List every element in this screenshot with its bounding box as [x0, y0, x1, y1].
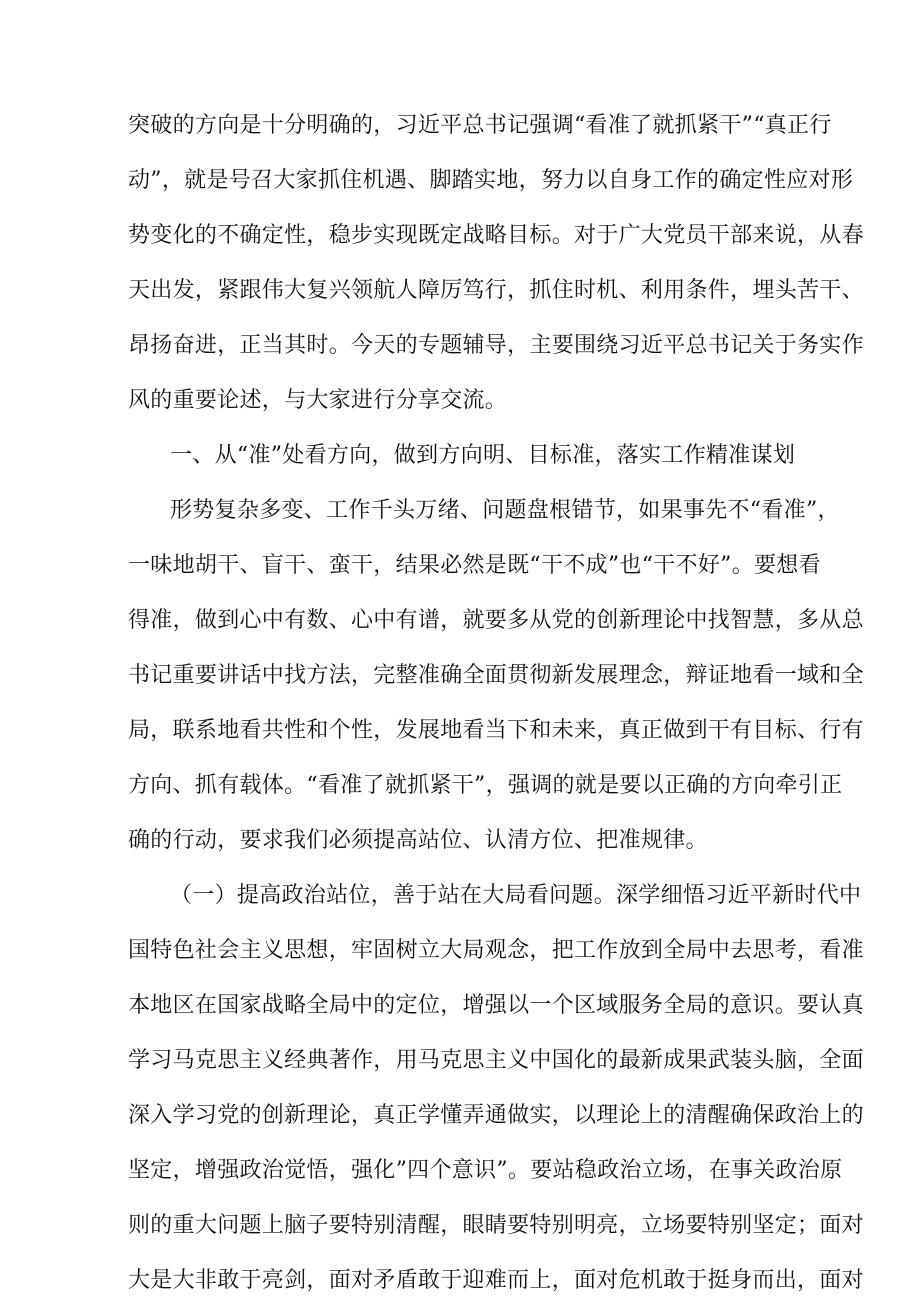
text-line: （一）提高政治站位，善于站在大局看问题。深学细悟习近平新时代中 [170, 883, 862, 908]
text-line: 国特色社会主义思想，牢固树立大局观念，把工作放到全局中去思考，看准 [128, 938, 864, 963]
text-line: 得准，做到心中有数、心中有谱，就要多从党的创新理论中找智慧，多从总 [128, 608, 864, 633]
text-line: 大是大非敢于亮剑，面对矛盾敢于迎难而上，面对危机敢于挺身而出，面对 [128, 1268, 864, 1293]
text-line: 坚定，增强政治觉悟，强化”四个意识”。要站稳政治立场，在事关政治原 [128, 1158, 843, 1183]
text-line: 局，联系地看共性和个性，发展地看当下和未来，真正做到干有目标、行有 [128, 718, 864, 743]
text-line: 天出发，紧跟伟大复兴领航人障厉笃行，抓住时机、利用条件，埋头苦干、 [128, 278, 864, 303]
text-line: 突破的方向是十分明确的，习近平总书记强调“看准了就抓紧干”“真正行 [128, 113, 832, 138]
section-heading: 一、从“准”处看方向，做到方向明、目标准，落实工作精准谋划 [170, 443, 796, 468]
text-line: 深入学习党的创新理论，真正学懂弄通做实，以理论上的清醒确保政治上的 [128, 1103, 864, 1128]
text-line: 动”，就是号召大家抓住机遇、脚踏实地，努力以自身工作的确定性应对形 [128, 168, 854, 193]
text-line: 学习马克思主义经典著作，用马克思主义中国化的最新成果武装头脑，全面 [128, 1048, 864, 1073]
text-line: 方向、抓有载体。“看准了就抓紧干”，强调的就是要以正确的方向牵引正 [128, 773, 843, 798]
text-line: 书记重要讲话中找方法，完整准确全面贯彻新发展理念，辩证地看一域和全 [128, 663, 864, 688]
text-line: 一味地胡干、盲干、蛮干，结果必然是既“干不成”也“干不好”。要想看 [128, 553, 821, 578]
text-line: 形势复杂多变、工作千头万绪、问题盘根错节，如果事先不“看准”， [170, 498, 840, 523]
text-line: 则的重大问题上脑子要特别清醒，眼睛要特别明亮，立场要特别坚定；面对 [128, 1213, 864, 1238]
text-line: 确的行动，要求我们必须提高站位、认清方位、把准规律。 [128, 828, 708, 853]
text-line: 风的重要论述，与大家进行分享交流。 [128, 388, 508, 413]
text-line: 本地区在国家战略全局中的定位，增强以一个区域服务全局的意识。要认真 [128, 993, 864, 1018]
text-line: 昂扬奋进，正当其时。今天的专题辅导，主要围绕习近平总书记关于务实作 [128, 333, 864, 358]
text-line: 势变化的不确定性，稳步实现既定战略目标。对于广大党员干部来说，从春 [128, 223, 864, 248]
